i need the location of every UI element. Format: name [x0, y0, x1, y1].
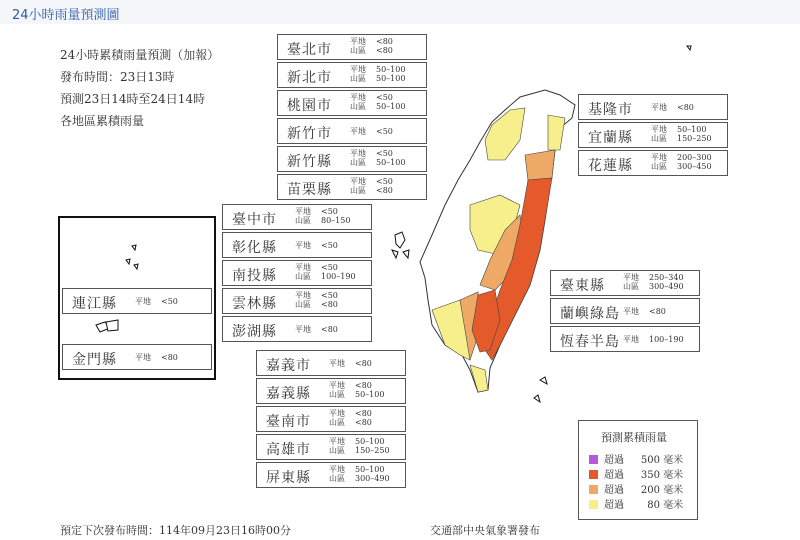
region-name: 嘉義市	[266, 358, 311, 374]
region-values: 平地 <80	[329, 359, 372, 368]
region-changhua-county	[222, 232, 372, 258]
region-values: 平地 50–100 山區 50–100	[350, 65, 406, 83]
region-name: 臺東縣	[560, 278, 605, 294]
region-tainan-city	[256, 406, 406, 432]
region-taichung-city	[222, 204, 372, 230]
region-values: 平地 <80 山區 <80	[329, 409, 372, 427]
legend-item-80: 超過 80 毫米	[589, 496, 683, 511]
region-values: 平地 <80 山區 <80	[350, 37, 393, 55]
penghu-islands	[392, 232, 409, 258]
region-name: 基隆市	[588, 102, 633, 118]
region-hsinchu-city	[277, 118, 427, 144]
region-values: 平地 100–190	[623, 335, 684, 344]
region-name: 蘭嶼綠島	[560, 306, 620, 322]
region-pingtung-county	[256, 462, 406, 488]
region-name: 苗栗縣	[287, 182, 332, 198]
region-values: 平地 <80	[135, 353, 178, 362]
region-name: 花蓮縣	[588, 158, 633, 174]
region-values: 平地 <80	[623, 307, 666, 316]
forecast-period: 預測23日14時至24日14時	[60, 92, 206, 106]
region-name: 嘉義縣	[266, 386, 311, 402]
legend-item-200: 超過 200 毫米	[589, 481, 683, 496]
zone-orange-yilan	[525, 150, 555, 180]
legend-item-500: 超過 500 毫米	[589, 451, 683, 466]
region-taitung-county	[550, 270, 700, 296]
region-yunlin-county	[222, 288, 372, 314]
region-name: 新竹市	[287, 126, 332, 142]
region-values: 平地 <50 山區 80–150	[295, 207, 351, 225]
region-kaohsiung-city	[256, 434, 406, 460]
region-chiayi-city	[256, 350, 406, 376]
legend-title: 預測累積雨量	[601, 431, 667, 444]
region-name: 屏東縣	[266, 470, 311, 486]
region-name: 桃園市	[287, 98, 332, 114]
region-name: 宜蘭縣	[588, 130, 633, 146]
region-name: 澎湖縣	[232, 324, 277, 340]
region-name: 彰化縣	[232, 240, 277, 256]
region-hengchun-peninsula	[550, 326, 700, 352]
region-values: 平地 50–100 山區 150–250	[651, 125, 712, 143]
region-nantou-county	[222, 260, 372, 286]
region-values: 平地 <50 山區 100–190	[295, 263, 356, 281]
region-values: 平地 <50 山區 50–100	[350, 149, 406, 167]
region-taipei-city	[277, 34, 427, 60]
region-miaoli-county	[277, 174, 427, 200]
orchid-island	[534, 395, 540, 402]
region-keelung-city	[578, 94, 728, 120]
islet-north	[687, 46, 691, 50]
region-values: 平地 200–300 山區 300–450	[651, 153, 712, 171]
region-values: 平地 50–100 山區 300–490	[329, 465, 390, 483]
region-name: 新北市	[287, 70, 332, 86]
region-name: 新竹縣	[287, 154, 332, 170]
region-chiayi-county	[256, 378, 406, 404]
legend-swatch	[589, 485, 598, 494]
green-island	[540, 377, 547, 384]
region-lienchiang-county	[62, 288, 212, 314]
region-name: 南投縣	[232, 268, 277, 284]
region-values: 平地 <50	[295, 241, 338, 250]
next-release-time: 預定下次發布時間：114年09月23日16時00分	[60, 524, 291, 537]
region-name: 臺中市	[232, 212, 277, 228]
region-penghu-county	[222, 316, 372, 342]
region-values: 平地 <80	[651, 103, 694, 112]
region-values: 平地 <50	[350, 127, 393, 136]
region-caption: 各地區累積雨量	[60, 114, 145, 128]
rainfall-legend	[578, 420, 698, 520]
region-values: 平地 250–340 山區 300–490	[623, 273, 684, 291]
region-hualien-county	[578, 150, 728, 176]
window-title: 24小時雨量預測圖	[12, 8, 120, 23]
region-name: 臺南市	[266, 414, 311, 430]
region-name: 臺北市	[287, 42, 332, 58]
region-name: 恆春半島	[560, 334, 620, 350]
region-lanyu-ludao	[550, 298, 700, 324]
region-name: 金門縣	[72, 352, 117, 368]
issue-time: 發布時間：23日13時	[60, 70, 175, 84]
region-values: 平地 <50	[135, 297, 178, 306]
zone-yellow-yilan	[548, 115, 565, 150]
region-taoyuan-city	[277, 90, 427, 116]
region-name: 雲林縣	[232, 296, 277, 312]
region-yilan-county	[578, 122, 728, 148]
region-values: 平地 <50 山區 <80	[295, 291, 338, 309]
legend-item-350: 超過 350 毫米	[589, 466, 683, 481]
region-values: 平地 <80 山區 50–100	[329, 381, 385, 399]
forecast-title: 24小時累積雨量預測（加報）	[60, 48, 220, 62]
region-values: 平地 50–100 山區 150–250	[329, 437, 390, 455]
region-values: 平地 <50 山區 50–100	[350, 93, 406, 111]
region-new-taipei-city	[277, 62, 427, 88]
legend-swatch	[589, 470, 598, 479]
publisher: 交通部中央氣象署發布	[430, 524, 540, 537]
region-values: 平地 <50 山區 <80	[350, 177, 393, 195]
region-name: 連江縣	[72, 296, 117, 312]
region-name: 高雄市	[266, 442, 311, 458]
region-values: 平地 <80	[295, 325, 338, 334]
legend-swatch	[589, 455, 598, 464]
region-kinmen-county	[62, 344, 212, 370]
legend-swatch	[589, 500, 598, 509]
region-hsinchu-county	[277, 146, 427, 172]
